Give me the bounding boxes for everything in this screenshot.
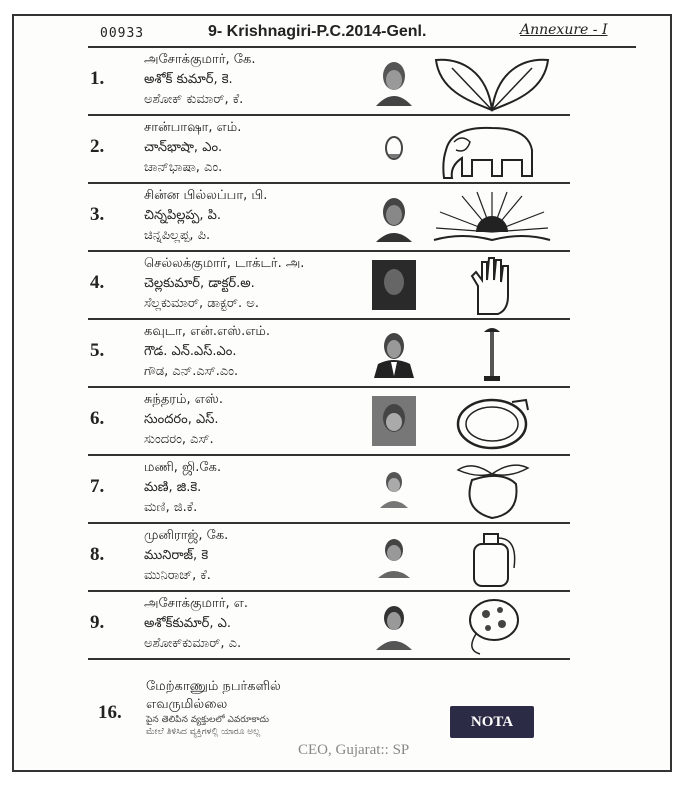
nota-row bbox=[88, 676, 570, 744]
candidate-names bbox=[144, 526, 374, 586]
candidate-photo bbox=[372, 192, 416, 242]
candidate-names bbox=[144, 594, 374, 654]
candidate-row bbox=[88, 48, 570, 116]
candidate-name-telugu: చాన్‌భాషా, ఎం. bbox=[144, 140, 223, 155]
candidate-name-tamil: கவுடா, என்.எஸ்.எம். bbox=[144, 324, 271, 339]
candidate-names bbox=[144, 118, 374, 178]
candidate-name-telugu: మణి, జి.కె. bbox=[144, 480, 202, 495]
candidate-name-telugu: మునిరాజ్, కె bbox=[144, 548, 209, 563]
candidate-name-telugu: చిన్నపిల్లప్ప, పి. bbox=[144, 208, 221, 223]
candidate-photo bbox=[372, 464, 416, 514]
candidate-names bbox=[144, 254, 374, 314]
candidate-photo bbox=[372, 56, 416, 106]
rising-sun-icon bbox=[432, 188, 552, 248]
candidate-name-kannada: ಸುಂದರಂ, ಎಸ್. bbox=[144, 432, 214, 447]
candidate-row bbox=[88, 252, 570, 320]
candidate-row bbox=[88, 592, 570, 660]
ballot-header bbox=[80, 20, 640, 46]
candidate-name-tamil: அசோக்குமார், கே. bbox=[144, 52, 256, 67]
candidate-row bbox=[88, 116, 570, 184]
candidate-number: 3. bbox=[90, 204, 105, 225]
candidate-names bbox=[144, 186, 374, 246]
nota-line-tamil-2: எவருமில்லை bbox=[146, 697, 228, 712]
annexure-label: Annexure - I bbox=[520, 22, 608, 38]
candidate-number: 5. bbox=[90, 340, 105, 361]
elephant-icon bbox=[432, 120, 552, 180]
candidate-number: 4. bbox=[90, 272, 105, 293]
candidate-name-tamil: முனிராஜ், கே. bbox=[144, 528, 229, 543]
nota-line-kannada: ಮೇಲೆ ತಿಳಿಸಿದ ವ್ಯಕ್ತಿಗಳಲ್ಲಿ ಯಾರೂ ಅಲ್ಲ bbox=[146, 727, 261, 737]
nota-number: 16. bbox=[98, 702, 122, 723]
ballot-title: 9- Krishnagiri-P.C.2014-Genl. bbox=[208, 23, 427, 40]
candidate-names bbox=[144, 458, 374, 518]
hand-icon bbox=[432, 256, 552, 316]
ballot-code: 00933 bbox=[100, 26, 145, 41]
candidate-photo bbox=[372, 124, 416, 174]
candidate-photo bbox=[372, 328, 416, 378]
candidate-names bbox=[144, 50, 374, 110]
candidate-row bbox=[88, 184, 570, 252]
candidate-number: 2. bbox=[90, 136, 105, 157]
candidate-row bbox=[88, 388, 570, 456]
candidate-name-kannada: ಸೆಲ್ಲಕುಮಾರ್, ಡಾಕ್ಟರ್. ಅ. bbox=[144, 296, 259, 311]
ring-icon bbox=[432, 392, 552, 452]
candidate-name-kannada: ಮುನಿರಾಜ್, ಕೆ. bbox=[144, 568, 211, 583]
candidate-number: 8. bbox=[90, 544, 105, 565]
candidate-name-telugu: అశోక్ కుమార్, కె. bbox=[144, 72, 233, 87]
candidate-name-tamil: மணி, ஜி.கே. bbox=[144, 460, 222, 475]
lamp-post-icon bbox=[432, 324, 552, 384]
candidate-name-tamil: அசோக்குமார், எ. bbox=[144, 596, 249, 611]
candidate-photo bbox=[372, 532, 416, 582]
nota-text bbox=[146, 678, 396, 738]
nota-line-telugu: పైన తెలిపిన వ్యక్తులలో ఎవరూకాదు bbox=[146, 715, 269, 725]
candidate-row bbox=[88, 456, 570, 524]
candidate-number: 1. bbox=[90, 68, 105, 89]
candidate-name-telugu: గౌడ. ఎన్.ఎస్.ఎం. bbox=[144, 344, 237, 359]
candidate-name-kannada: ಮಣಿ, ಜಿ.ಕೆ. bbox=[144, 500, 198, 515]
nota-line-tamil-1: மேற்காணும் நபர்களில் bbox=[146, 679, 281, 694]
candidate-names bbox=[144, 390, 374, 450]
candidate-row bbox=[88, 320, 570, 388]
candidate-name-kannada: ಚಾನ್‌ಭಾಷಾ, ಎಂ. bbox=[144, 160, 223, 175]
candidate-name-kannada: ಗೌಡ, ಎನ್.ಎಸ್.ಎಂ. bbox=[144, 364, 239, 379]
candidate-name-tamil: சின்ன பில்லப்பா, பி. bbox=[144, 188, 268, 203]
candidate-name-telugu: చెల్లకుమార్, డాక్టర్.అ. bbox=[144, 276, 255, 291]
nota-badge: NOTA bbox=[450, 706, 534, 738]
candidate-name-telugu: సుందరం, ఎస్. bbox=[144, 412, 219, 427]
candidate-photo bbox=[372, 260, 416, 310]
candidate-number: 6. bbox=[90, 408, 105, 429]
candidate-name-kannada: ಅಶೋಕ್ ಕುಮಾರ್, ಕೆ. bbox=[144, 92, 244, 107]
candidate-name-tamil: சுந்தரம், எஸ். bbox=[144, 392, 223, 407]
candidate-name-tamil: சான்பாஷா, எம். bbox=[144, 120, 242, 135]
gas-cylinder-icon bbox=[432, 528, 552, 588]
candidate-name-kannada: ಚಿನ್ನಪಿಲ್ಲಪ್ಪ, ಪಿ. bbox=[144, 228, 211, 243]
candidate-name-telugu: అశోక్‌కుమార్, ఎ. bbox=[144, 616, 232, 631]
footer-watermark: CEO, Gujarat:: SP bbox=[298, 742, 410, 758]
candidate-photo bbox=[372, 600, 416, 650]
candidate-name-tamil: செல்லக்குமார், டாக்டர். அ. bbox=[144, 256, 305, 271]
two-leaves-icon bbox=[432, 52, 552, 112]
candidate-names bbox=[144, 322, 374, 382]
balloon-icon bbox=[432, 596, 552, 656]
candidate-photo bbox=[372, 396, 416, 446]
candidate-name-kannada: ಅಶೋಕ್‌ಕುಮಾರ್, ಎ. bbox=[144, 636, 242, 651]
candidate-number: 9. bbox=[90, 612, 105, 633]
mango-icon bbox=[432, 460, 552, 520]
candidate-row bbox=[88, 524, 570, 592]
candidate-number: 7. bbox=[90, 476, 105, 497]
